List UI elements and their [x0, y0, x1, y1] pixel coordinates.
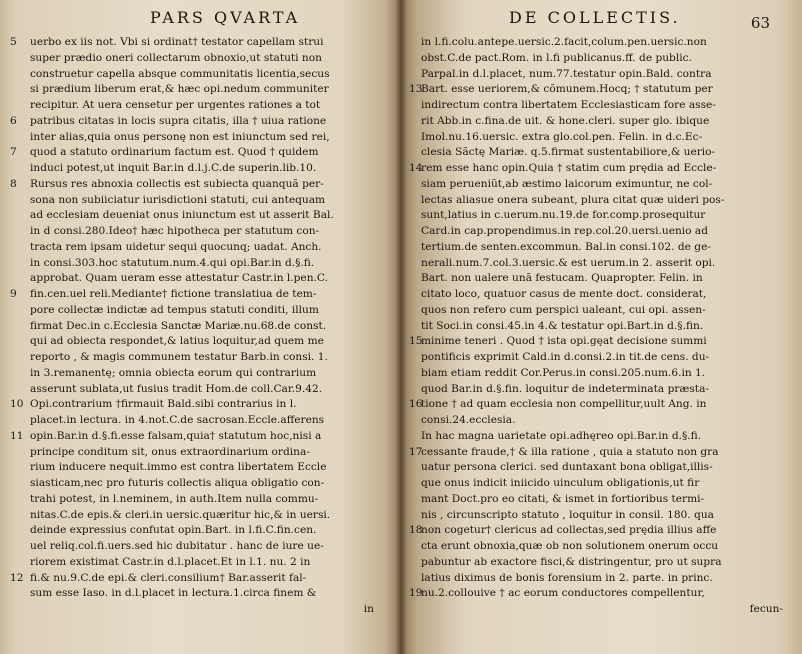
line-text: lectas aliasue onera subeant, plura citat quæ uideri pos-	[421, 193, 725, 206]
marginal-number: 9	[10, 288, 17, 300]
line-text: fi.& nu.9.C.de epi.& cleri.consilium† Bar.asserit fal-	[30, 571, 307, 584]
line-text: patribus citatas in locis supra citatis, illa † uiua ratione	[30, 114, 327, 127]
marginal-number: 8	[10, 177, 17, 190]
line-text: nitas.C.de epis.& cleri.in uersic.quæritur hic,& in uersi.	[30, 508, 331, 521]
line-text: siam perueniũt,ab æstimo laicorum eximuntur, ne col-	[421, 177, 713, 190]
line-text: quod Bar.in d.§.fin. loquitur de indeterminata præsta-	[421, 382, 709, 395]
line-text: rem esse hanc opin.Quia † statim cum prędia ad Eccle-	[421, 162, 717, 174]
right-page-body	[409, 35, 791, 618]
line-text: Bart. non ualere unã festucam. Quapropter. Felin. in	[421, 272, 703, 285]
text-line	[30, 350, 382, 366]
text-line	[30, 271, 382, 287]
line-text: Card.in cap.propendimus.in rep.col.20.uersi.uenio ad	[421, 225, 709, 237]
line-text: in d consi.280.Ideo† hæc hipotheca per statutum con-	[30, 225, 320, 237]
text-line	[30, 334, 382, 350]
line-text: non cogetur† clericus ad collectas,sed prędia illius affe	[421, 524, 717, 537]
line-text: sum esse Iaso. in d.l.placet in lectura.1.circa finem &	[30, 587, 317, 600]
marginal-number: 13	[409, 83, 423, 96]
text-line	[30, 208, 382, 224]
text-line	[30, 130, 382, 146]
text-line	[421, 366, 791, 382]
text-line	[421, 382, 791, 398]
text-line	[30, 224, 382, 240]
line-text: cessante fraude,† & illa ratione , quia a statuto non gra	[421, 445, 719, 458]
marginal-number: 14	[409, 162, 423, 174]
line-text: principe conditum sit, onus extraordinarium ordina-	[30, 445, 310, 458]
text-line	[421, 460, 791, 476]
line-text: in consi.303.hoc statutum.num.4.qui opi.Bar.in d.§.fi.	[30, 256, 315, 269]
line-text: qui ad obiecta respondet,& latius loquitur,ad quem me	[30, 335, 324, 348]
text-line	[421, 114, 791, 130]
line-text: quos non refero cum perspici ualeant, cui opi. assen-	[421, 303, 706, 316]
line-text: Parpal.in d.l.placet, num.77.testatur opin.Bald. contra	[421, 67, 712, 80]
text-line	[421, 303, 791, 319]
line-text: in 3.remanentę; omnia obiecta eorum qui contrarium	[30, 366, 317, 379]
line-text: latius diximus de bonis forensium in 2. parte. in princ.	[421, 571, 713, 584]
marginal-number: 5	[10, 36, 17, 48]
line-text: rium inducere nequit.immo est contra libertatem Eccle	[30, 461, 327, 474]
marginal-number: 11	[10, 429, 24, 442]
text-line	[421, 539, 791, 555]
line-text: uatur persona clerici. sed duntaxant bona obligat,illis-	[421, 461, 713, 474]
line-text: indirectum contra libertatem Ecclesiasticam fore asse-	[421, 99, 716, 111]
line-text: nu.2.collouive † ac eorum conductores compellentur,	[421, 587, 705, 600]
text-line	[30, 193, 382, 209]
text-line	[421, 319, 791, 335]
text-line	[421, 130, 791, 146]
text-line	[409, 397, 791, 413]
text-line	[421, 145, 791, 161]
text-line	[30, 445, 382, 461]
line-text: sunt,latius in c.uerum.nu.19.de for.comp.prosequitur	[421, 209, 706, 222]
text-line	[30, 67, 382, 83]
text-line	[409, 82, 791, 98]
text-line	[30, 492, 382, 508]
text-line	[409, 334, 791, 350]
text-line	[10, 145, 382, 161]
text-line	[421, 508, 791, 524]
marginal-number: 15	[409, 335, 423, 348]
text-line	[30, 98, 382, 114]
text-line	[10, 397, 382, 413]
text-line	[10, 429, 382, 445]
marginal-number: 6	[10, 114, 17, 127]
line-text: opin.Bar.in d.§.fi.esse falsam,quia† statutum hoc,nisi a	[30, 429, 322, 442]
text-line	[30, 476, 382, 492]
line-text: deinde expressius confutat opin.Bart. in l.fi.C.fin.cen.	[30, 524, 317, 537]
marginal-number: 18	[409, 524, 423, 537]
text-line	[421, 193, 791, 209]
right-page	[401, 0, 802, 654]
line-text: biam etiam reddit Cor.Perus.in consi.205.num.6.in 1.	[421, 366, 706, 379]
marginal-number: 12	[10, 571, 24, 584]
line-text: firmat Dec.in c.Ecclesia Sanctæ Mariæ.nu.68.de const.	[30, 319, 327, 332]
text-line	[30, 82, 382, 98]
text-line	[30, 460, 382, 476]
line-text: pore collectæ indictæ ad tempus statuti conditi, illum	[30, 303, 319, 316]
text-line	[421, 571, 791, 587]
text-line	[30, 161, 382, 177]
text-line	[421, 177, 791, 193]
line-text: nerali.num.7.col.3.uersic.& est uerum.in 2. asserit opi.	[421, 256, 716, 269]
line-text: fin.cen.uel reli.Mediante† fictione translatiua de tem-	[30, 288, 317, 300]
line-text: trahi potest, in l.neminem, in auth.Item nulla commu-	[30, 492, 319, 505]
catchword: fecun-	[749, 603, 783, 615]
marginal-number: 7	[10, 146, 17, 159]
line-text: Imol.nu.16.uersic. extra glo.col.pen. Felin. in d.c.Ec-	[421, 130, 703, 143]
book-gutter	[395, 0, 407, 654]
line-text: sona non subiiciatur iurisdictioni statuti, cui antequam	[30, 193, 326, 206]
catchword: in	[363, 603, 374, 615]
line-text: citato loco, quatuor casus de mente doct. considerat,	[421, 288, 707, 300]
line-text: approbat. Quam ueram esse attestatur Castr.in l.pen.C.	[30, 272, 328, 285]
text-line	[30, 413, 382, 429]
text-line	[421, 51, 791, 67]
line-text: Opi.contrarium †firmauit Bald.sibi contrarius in l.	[30, 398, 297, 411]
line-text: rit Abb.in c.fina.de uit. & hone.cleri. super glo. ibique	[421, 114, 710, 127]
line-text: In hac magna uarietate opi.adhęreo opi.Bar.in d.§.fi.	[421, 429, 702, 442]
text-line	[409, 445, 791, 461]
line-text: riorem existimat Castr.in d.l.placet.Et in l.1. nu. 2 in	[30, 555, 311, 568]
text-line	[30, 240, 382, 256]
text-line	[421, 350, 791, 366]
text-line	[421, 429, 791, 445]
text-line	[30, 508, 382, 524]
text-line	[10, 35, 382, 51]
line-text: obst.C.de pact.Rom. in l.fi publicanus.ff. de public.	[421, 51, 692, 64]
line-text: asserunt sublata,ut fusius tradit Hom.de coll.Car.9.42.	[30, 382, 323, 395]
text-line	[421, 224, 791, 240]
line-text: uerbo ex iis not. Vbi si ordinat† testator capellam strui	[30, 36, 324, 48]
line-text: quod a statuto ordinarium factum est. Quod † quidem	[30, 146, 319, 159]
marginal-number: 19	[409, 587, 423, 600]
line-text: pabuntur ab exactore fisci,& distringentur, pro ut supra	[421, 555, 722, 568]
text-line	[421, 208, 791, 224]
line-text: minime teneri . Quod † ista opi.gęat decisione summi	[421, 335, 707, 348]
line-text: induci potest,ut inquit Bar.in d.l.j.C.de superin.lib.10.	[30, 162, 317, 174]
line-text: siasticam,nec pro futuris collectis aliqua obligatio con-	[30, 477, 325, 489]
line-text: construetur capella absque communitatis licentia,secus	[30, 67, 330, 80]
text-line	[421, 555, 791, 571]
running-head-left: PARS QVARTA	[150, 8, 301, 27]
marginal-number: 10	[10, 398, 24, 411]
text-line	[421, 35, 791, 51]
line-text: ad ecclesiam deueniat onus iniunctum est ut asserit Bal.	[30, 209, 334, 222]
text-line	[409, 523, 791, 539]
text-line	[421, 256, 791, 272]
marginal-number: 16	[409, 398, 423, 411]
text-line	[409, 586, 791, 602]
text-line	[10, 114, 382, 130]
line-text: tertium.de senten.excommun. Bal.in consi.102. de ge-	[421, 240, 711, 253]
text-line	[421, 240, 791, 256]
text-line	[10, 287, 382, 303]
text-line	[421, 413, 791, 429]
text-line	[30, 303, 382, 319]
line-text: Bart. esse ueriorem,& cõmunem.Hocq; † statutum per	[421, 83, 713, 96]
line-text: inter alias,quia onus personę non est iniunctum sed rei,	[30, 130, 330, 143]
marginal-number: 17	[409, 445, 423, 458]
line-text: super prædio oneri collectarum obnoxio,ut statuti non	[30, 51, 322, 64]
line-text: que onus indicit iniicido uinculum obligationis,ut fir	[421, 477, 700, 489]
line-text: recipitur. At uera censetur per urgentes rationes a tot	[30, 99, 321, 111]
line-text: consi.24.ecclesia.	[421, 414, 516, 426]
line-text: reporto , & magis communem testatur Barb.in consi. 1.	[30, 351, 328, 363]
line-text: uel reliq.col.fi.uers.sed hic dubitatur . hanc de iure ue-	[30, 540, 324, 552]
text-line	[10, 177, 382, 193]
line-text: clesia Sãctę Mariæ. q.5.firmat sustentabiliore,& uerio-	[421, 146, 716, 159]
text-line	[421, 287, 791, 303]
text-line	[30, 382, 382, 398]
line-text: nis , circunscripto statuto , loquitur in consil. 180. qua	[421, 508, 714, 521]
text-line	[30, 256, 382, 272]
text-line	[30, 319, 382, 335]
line-text: placet.in lectura. in 4.not.C.de sacrosan.Eccle.afferens	[30, 414, 325, 426]
text-line	[30, 366, 382, 382]
text-line	[10, 571, 382, 587]
line-text: pontificis exprimit Cald.in d.consi.2.in tit.de cens. du-	[421, 351, 710, 363]
text-line	[30, 51, 382, 67]
line-text: mant Doct.pro eo citati, & ismet in fortioribus termi-	[421, 492, 705, 505]
text-line	[30, 555, 382, 571]
text-line	[30, 586, 382, 602]
text-line	[421, 476, 791, 492]
text-line	[409, 161, 791, 177]
page-number: 63	[750, 14, 770, 32]
line-text: tit Soci.in consi.45.in 4.& testatur opi.Bart.in d.§.fin.	[421, 319, 704, 332]
text-line	[421, 492, 791, 508]
line-text: in l.fi.colu.antepe.uersic.2.facit,colum.pen.uersic.non	[421, 36, 707, 48]
text-line	[30, 539, 382, 555]
line-text: si prædium liberum erat,& hæc opi.nedum communiter	[30, 83, 329, 96]
text-line	[421, 271, 791, 287]
text-line	[421, 67, 791, 83]
line-text: tracta rem ipsam uidetur sequi quocunq; uadat. Anch.	[30, 240, 322, 253]
line-text: Rursus res abnoxia collectis est subiecta quanquã per-	[30, 177, 324, 190]
line-text: cta erunt obnoxia,quæ ob non solutionem onerum occu	[421, 540, 719, 552]
text-line	[421, 98, 791, 114]
line-text: tione † ad quam ecclesia non compellitur,uult Ang. in	[421, 398, 707, 411]
left-page-body	[10, 35, 382, 618]
running-head-right: DE COLLECTIS.	[509, 8, 681, 27]
text-line	[30, 523, 382, 539]
